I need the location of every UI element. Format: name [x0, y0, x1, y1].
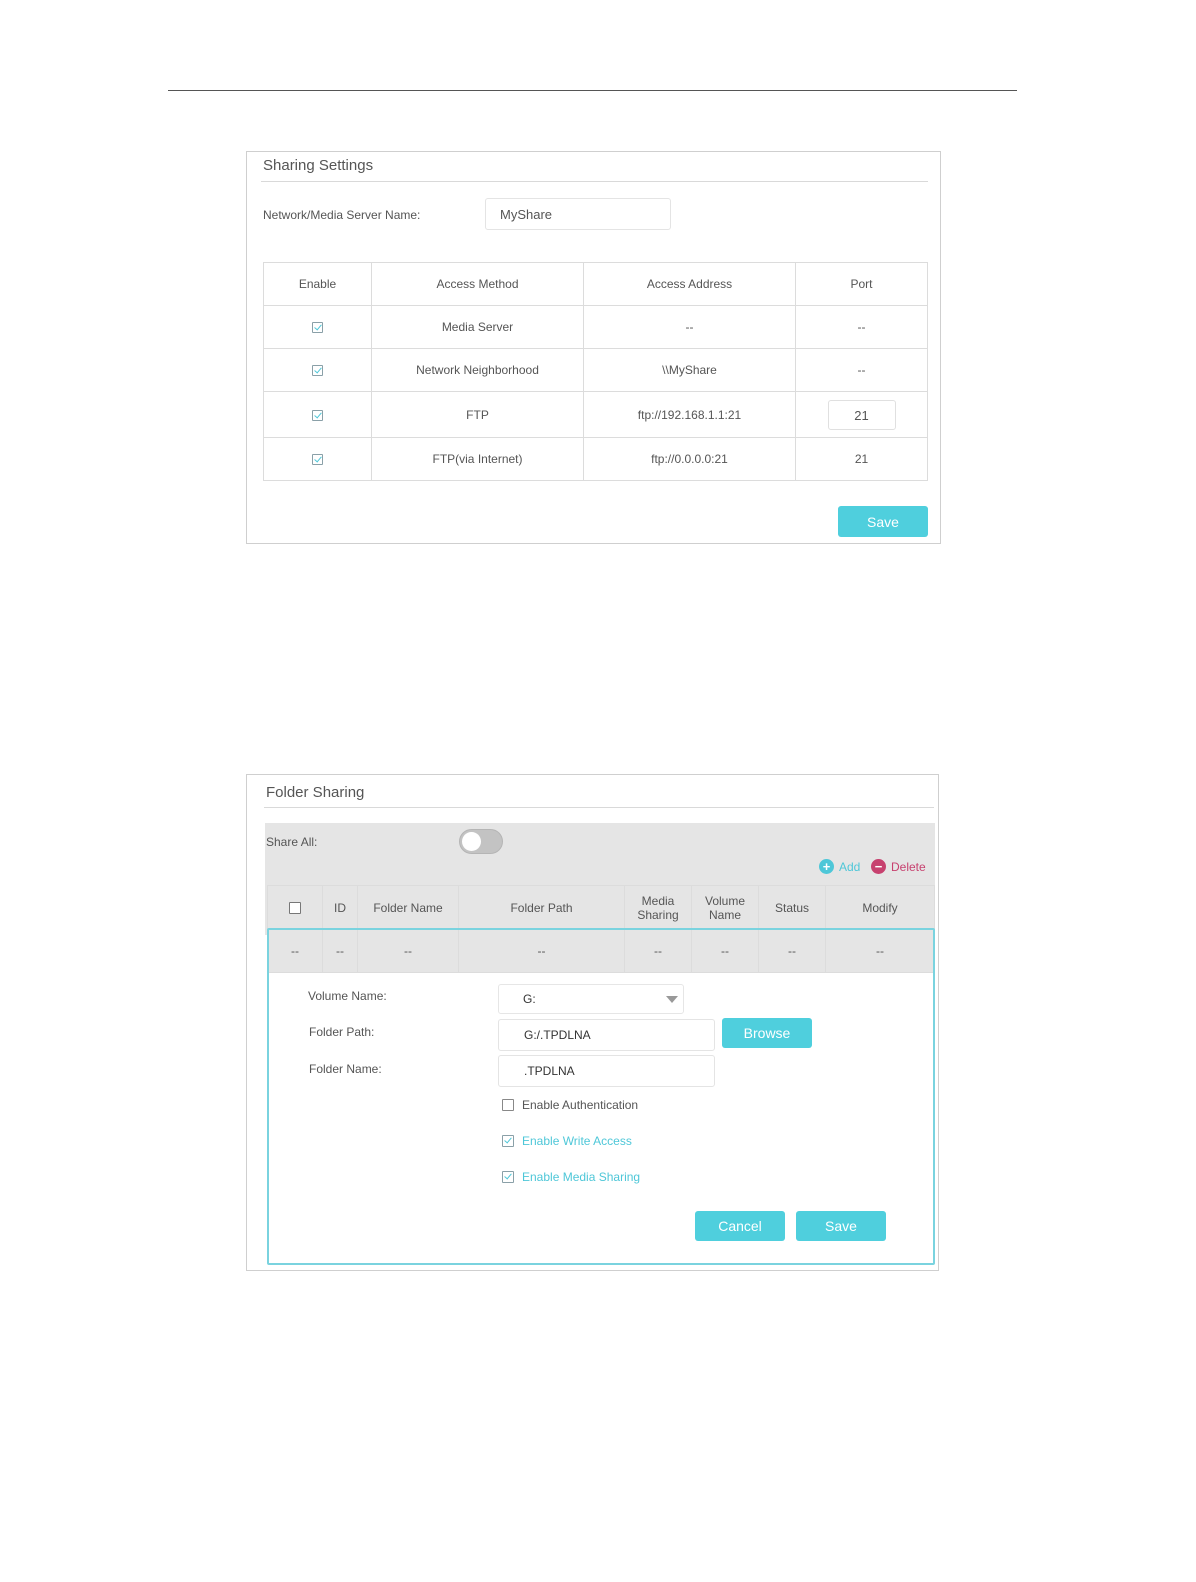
- volume-name-label: Volume Name:: [308, 989, 387, 1003]
- address-cell: ftp://0.0.0.0:21: [584, 438, 796, 481]
- chevron-down-icon: [666, 996, 678, 1003]
- toggle-knob: [462, 832, 481, 851]
- folder-name-input[interactable]: .TPDLNA: [498, 1055, 715, 1087]
- plus-circle-icon: +: [819, 859, 834, 874]
- select-all-checkbox[interactable]: [289, 902, 301, 914]
- minus-circle-icon: −: [871, 859, 886, 874]
- access-method-table: [263, 262, 928, 481]
- enable-authentication-option[interactable]: [502, 1098, 638, 1112]
- browse-button[interactable]: Browse: [722, 1018, 812, 1048]
- divider: [261, 181, 928, 182]
- volume-name-select[interactable]: [498, 984, 684, 1014]
- media-sharing-label: Enable Media Sharing: [522, 1170, 641, 1184]
- ftp-port-input[interactable]: 21: [828, 400, 896, 430]
- enable-write-access-option[interactable]: [502, 1134, 632, 1148]
- cancel-button[interactable]: Cancel: [695, 1211, 785, 1241]
- table-cell: --: [268, 930, 323, 973]
- enable-checkbox[interactable]: [312, 410, 323, 421]
- column-header: Enable: [264, 263, 372, 306]
- save-button[interactable]: Save: [796, 1211, 886, 1241]
- add-button[interactable]: [819, 859, 860, 874]
- folder-path-input[interactable]: G:/.TPDLNA: [498, 1019, 715, 1051]
- share-all-toggle[interactable]: [459, 829, 503, 854]
- table-cell: --: [358, 930, 459, 973]
- address-cell: \\MyShare: [584, 349, 796, 392]
- port-cell: [796, 392, 928, 438]
- column-header: Status: [759, 886, 826, 930]
- enable-cell: [264, 349, 372, 392]
- enable-cell: [264, 306, 372, 349]
- enable-checkbox[interactable]: [312, 365, 323, 376]
- table-row: [264, 306, 928, 349]
- column-header: Folder Path: [459, 886, 625, 930]
- sharing-settings-panel: [246, 151, 941, 544]
- write-access-checkbox[interactable]: [502, 1135, 514, 1147]
- divider: [264, 807, 934, 808]
- server-name-label: Network/Media Server Name:: [263, 208, 421, 222]
- address-cell: --: [584, 306, 796, 349]
- folder-sharing-panel: [246, 774, 939, 1271]
- table-cell: --: [459, 930, 625, 973]
- volume-name-value: G:: [523, 992, 536, 1006]
- authentication-label: Enable Authentication: [522, 1098, 639, 1112]
- media-sharing-checkbox[interactable]: [502, 1171, 514, 1183]
- table-cell: --: [759, 930, 826, 973]
- folder-name-label: Folder Name:: [309, 1062, 382, 1076]
- enable-checkbox[interactable]: [312, 454, 323, 465]
- port-cell: 21: [796, 438, 928, 481]
- address-cell: ftp://192.168.1.1:21: [584, 392, 796, 438]
- panel-title: Sharing Settings: [263, 157, 374, 174]
- folder-path-label: Folder Path:: [309, 1025, 375, 1039]
- column-header: Access Method: [372, 263, 584, 306]
- table-row: [264, 392, 928, 438]
- table-header-row: [264, 263, 928, 306]
- method-cell: Media Server: [372, 306, 584, 349]
- table-cell: --: [323, 930, 358, 973]
- column-header: Media Sharing: [625, 886, 692, 930]
- table-header-row: [268, 886, 935, 930]
- enable-cell: [264, 438, 372, 481]
- select-all-cell: [268, 886, 323, 930]
- method-cell: Network Neighborhood: [372, 349, 584, 392]
- table-row: [264, 349, 928, 392]
- method-cell: FTP(via Internet): [372, 438, 584, 481]
- table-cell: --: [625, 930, 692, 973]
- delete-button[interactable]: [871, 859, 926, 874]
- table-cell: --: [692, 930, 759, 973]
- method-cell: FTP: [372, 392, 584, 438]
- page-top-rule: [168, 90, 1017, 91]
- table-cell: --: [826, 930, 935, 973]
- write-access-label: Enable Write Access: [522, 1134, 632, 1148]
- share-all-label: Share All:: [266, 835, 318, 849]
- port-cell: --: [796, 306, 928, 349]
- port-cell: --: [796, 349, 928, 392]
- column-header: Port: [796, 263, 928, 306]
- delete-label: Delete: [891, 859, 926, 874]
- column-header: ID: [323, 886, 358, 930]
- column-header: Modify: [826, 886, 935, 930]
- column-header: Volume Name: [692, 886, 759, 930]
- panel-title: Folder Sharing: [266, 784, 365, 801]
- server-name-input[interactable]: MyShare: [485, 198, 671, 230]
- column-header: Folder Name: [358, 886, 459, 930]
- enable-checkbox[interactable]: [312, 322, 323, 333]
- column-header: Access Address: [584, 263, 796, 306]
- add-label: Add: [839, 859, 861, 874]
- enable-media-sharing-option[interactable]: [502, 1170, 640, 1184]
- save-button[interactable]: Save: [838, 506, 928, 537]
- authentication-checkbox[interactable]: [502, 1099, 514, 1111]
- enable-cell: [264, 392, 372, 438]
- table-row: [264, 438, 928, 481]
